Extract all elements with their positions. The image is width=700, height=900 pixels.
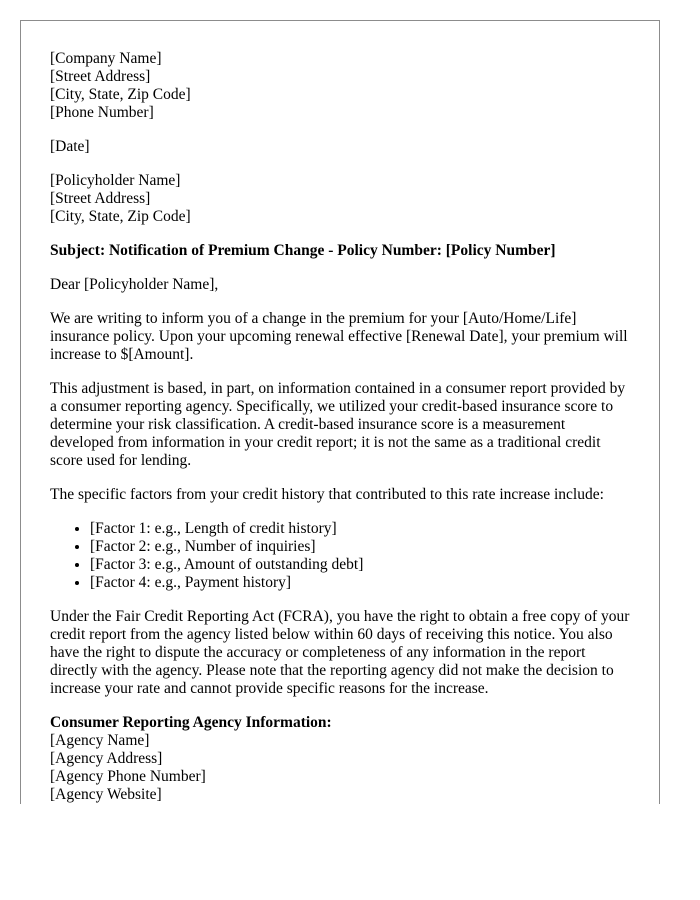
list-item: • [Factor 2: e.g., Number of inquiries]	[90, 538, 630, 556]
letter-date: [Date]	[50, 138, 90, 155]
paragraph-factors-intro: The specific factors from your credit history that contributed to this rate increase include:	[50, 486, 604, 503]
sender-street-address: [Street Address]	[50, 68, 151, 85]
agency-address: [Agency Address]	[50, 750, 163, 767]
letter-subject: Subject: Notification of Premium Change - Policy Number: [Policy Number]	[50, 242, 556, 259]
paragraph-credit-score: This adjustment is based, in part, on information contained in a consumer report provided by a consumer reporting agency. Specifically, we utilized your credit-based insurance score to determine your risk classification. A credit-based insurance score is a measurement developed from information in your credit report; it is not the same as a traditional credit score used for lending.	[50, 380, 626, 469]
agency-website: [Agency Website]	[50, 786, 162, 803]
recipient-name: [Policyholder Name]	[50, 172, 181, 189]
recipient-block	[50, 172, 630, 226]
sender-company-name: [Company Name]	[50, 50, 162, 67]
list-item: • [Factor 1: e.g., Length of credit history]	[90, 520, 630, 538]
agency-heading: Consumer Reporting Agency Information:	[50, 714, 332, 731]
list-item: • [Factor 4: e.g., Payment history]	[90, 574, 630, 592]
paragraph-premium-change: We are writing to inform you of a change in the premium for your [Auto/Home/Life] insurance policy. Upon your upcoming renewal effective [Renewal Date], your premium will increase to $[Amount].	[50, 310, 628, 363]
recipient-city-state-zip: [City, State, Zip Code]	[50, 208, 191, 225]
letter-content	[50, 50, 630, 804]
sender-phone: [Phone Number]	[50, 104, 154, 121]
sender-block	[50, 50, 630, 122]
agency-block	[50, 714, 630, 804]
salutation: Dear [Policyholder Name],	[50, 276, 219, 293]
sender-city-state-zip: [City, State, Zip Code]	[50, 86, 191, 103]
paragraph-fcra-rights: Under the Fair Credit Reporting Act (FCRA), you have the right to obtain a free copy of your credit report from the agency listed below within 60 days of receiving this notice. You also have the right to dispute the accuracy or completeness of any information in the report directly with the agency. Please note that the reporting agency did not make the decision to increase your rate and cannot provide specific reasons for the increase.	[50, 608, 630, 697]
date-block	[50, 138, 630, 156]
list-item: • [Factor 3: e.g., Amount of outstanding debt]	[90, 556, 630, 574]
agency-name: [Agency Name]	[50, 732, 150, 749]
agency-phone: [Agency Phone Number]	[50, 768, 206, 785]
letter-page	[20, 20, 660, 804]
recipient-street-address: [Street Address]	[50, 190, 151, 207]
factor-list	[50, 520, 630, 592]
